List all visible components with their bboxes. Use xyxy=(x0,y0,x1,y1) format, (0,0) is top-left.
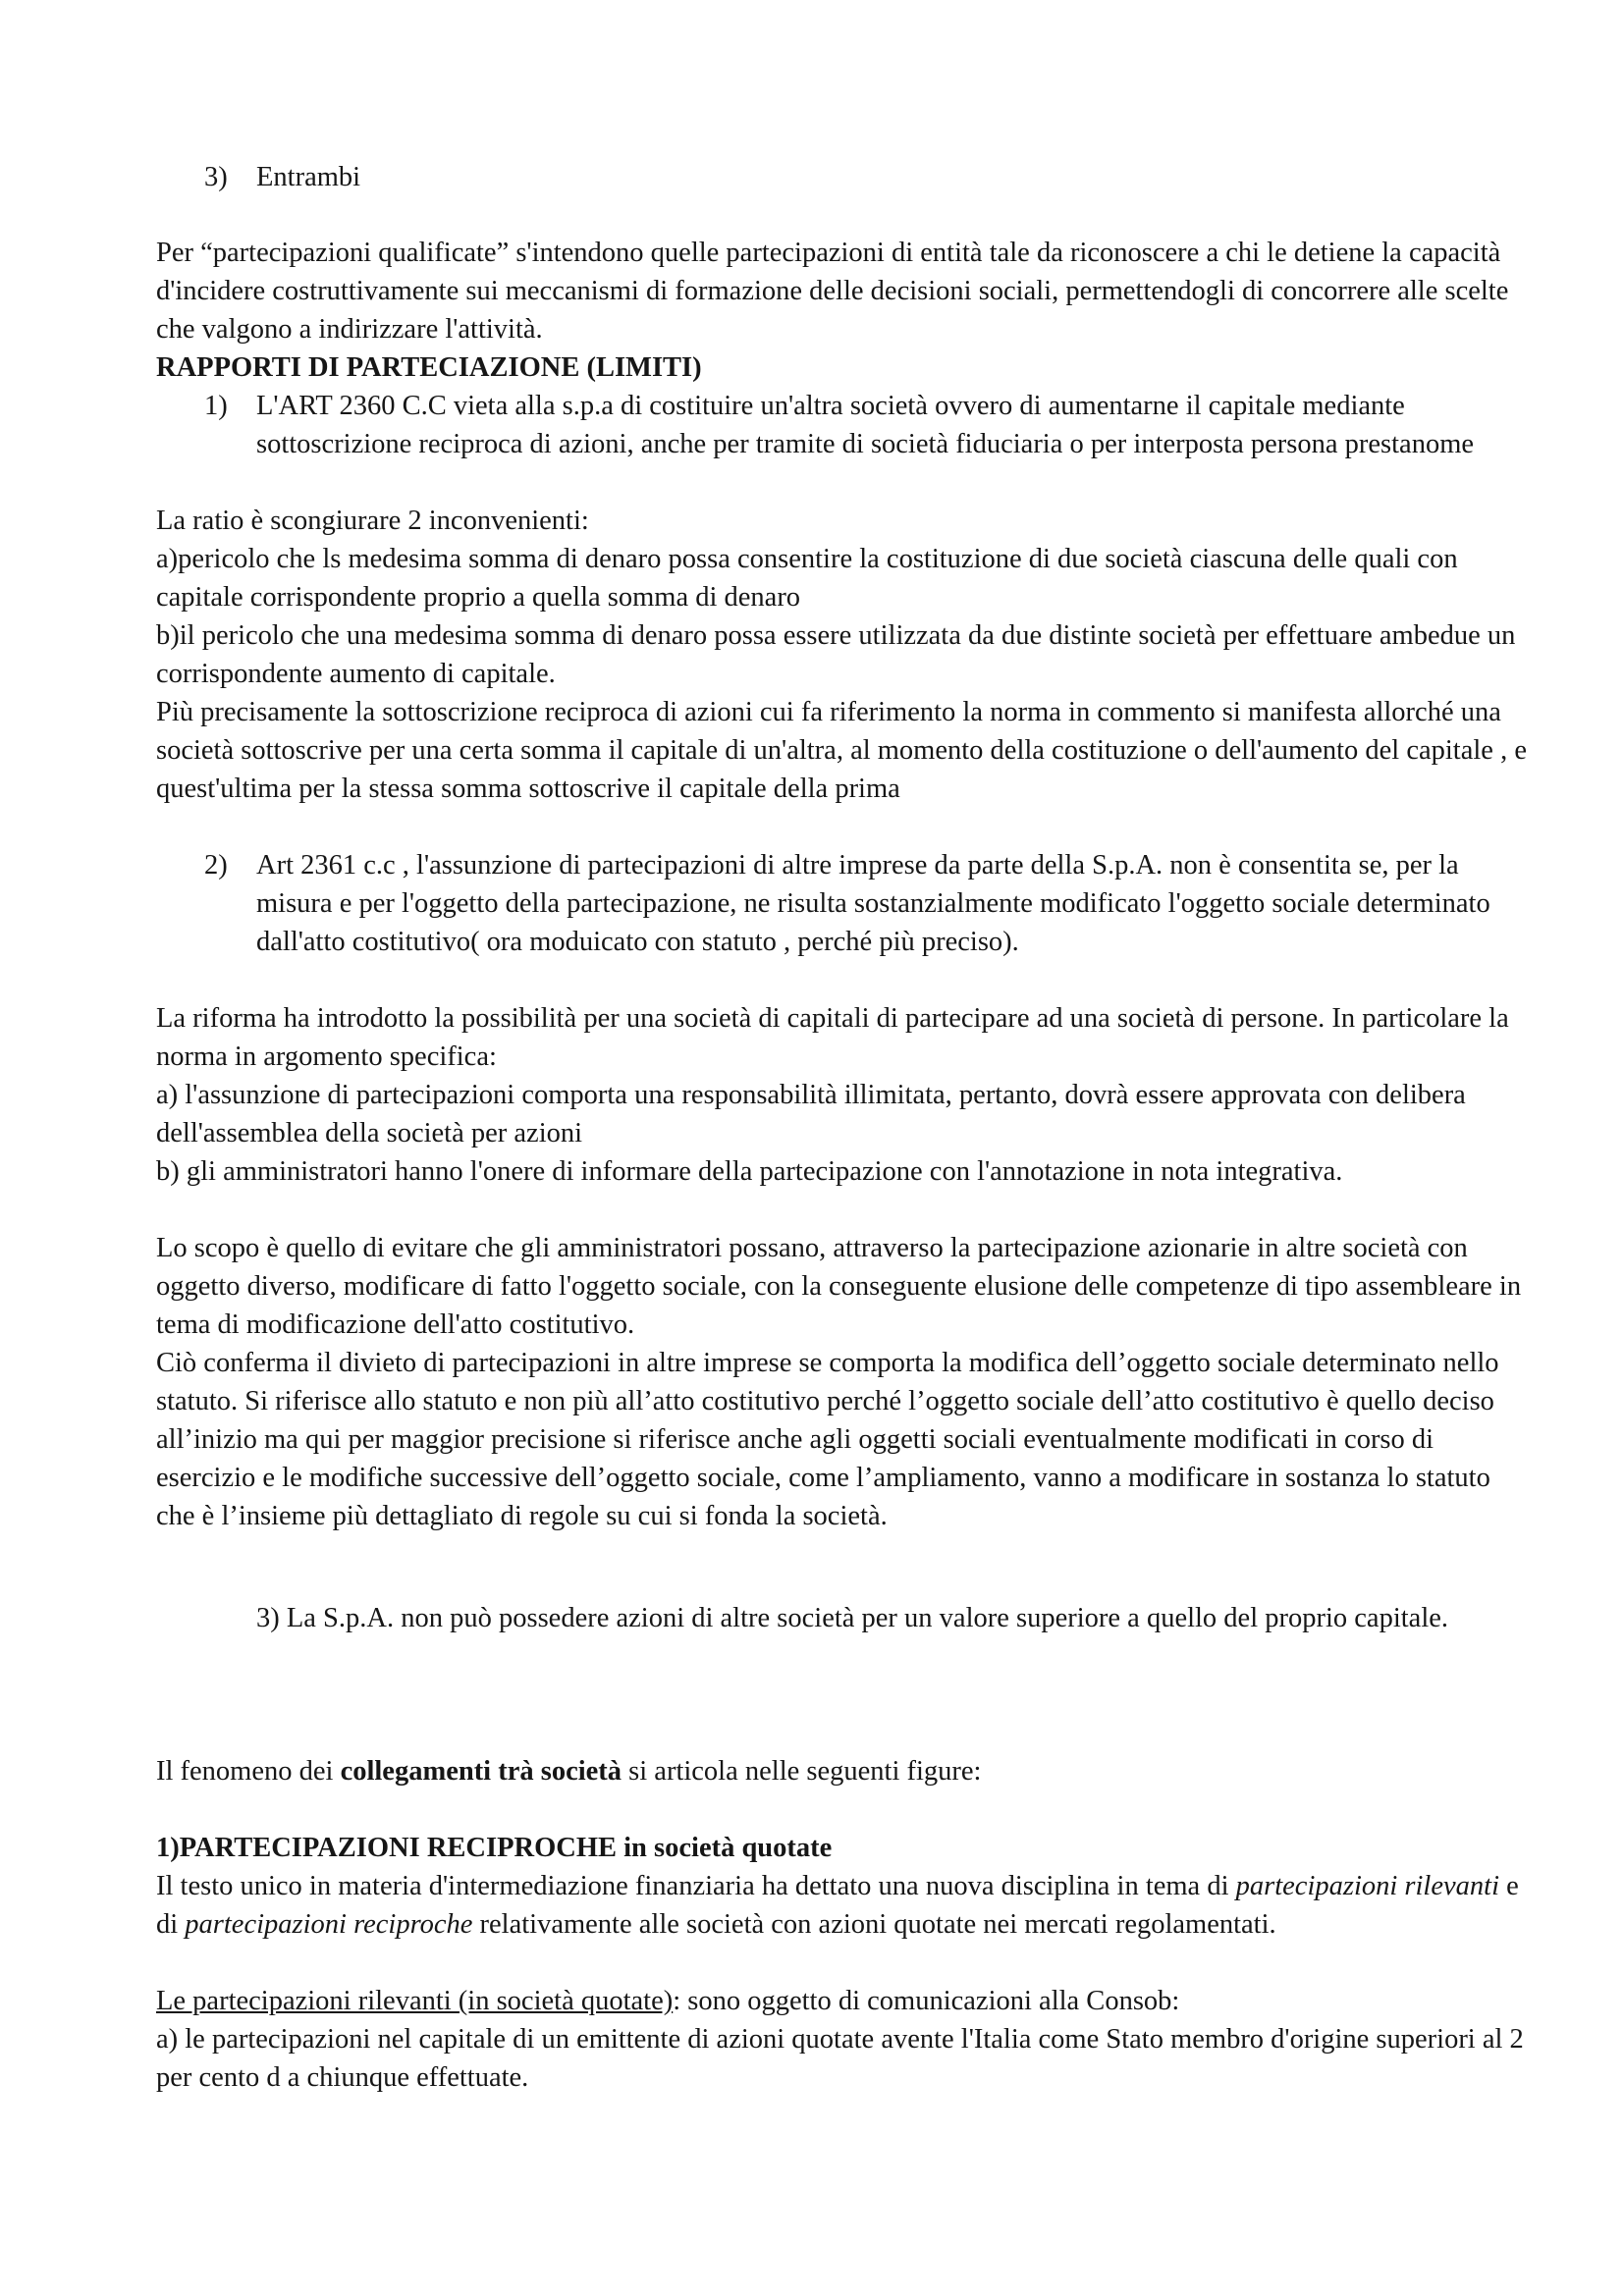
list-number: 2) xyxy=(204,850,228,881)
paragraph-fenomeno xyxy=(156,1752,1531,1790)
list-item-text: Entrambi xyxy=(256,162,361,192)
heading-reciproche: 1)PARTECIPAZIONI RECIPROCHE in società quotate xyxy=(156,1833,833,1863)
list-number: 1) xyxy=(204,391,228,421)
paragraph-testo-unico xyxy=(156,1867,1531,1944)
paragraph-riforma-b: b) gli amministratori hanno l'onere di informare della partecipazione con l'annotazione in nota integrativa. xyxy=(156,1156,1343,1187)
paragraph-ratio-b: b)il pericolo che una medesima somma di denaro possa essere utilizzata da due distinte società per effettuare ambedue un corrispondente aumento di capitale. xyxy=(156,620,1516,689)
text-run: : sono oggetto di comunicazioni alla Consob: xyxy=(673,1986,1180,2016)
paragraph-scopo: Lo scopo è quello di evitare che gli amministratori possano, attraverso la partecipazione azionarie in altre società con oggetto diverso, modificare di fatto l'oggetto sociale, con la conseguente elusione delle competenze di tipo assembleare in tema di modificazione dell'atto costitutivo. xyxy=(156,1233,1522,1340)
paragraph-ratio-intro: La ratio è scongiurare 2 inconvenienti: xyxy=(156,506,589,536)
paragraph-rilevanti xyxy=(156,1982,1531,2020)
paragraph-qualificate: Per “partecipazioni qualificate” s'intendono quelle partecipazioni di entità tale da riconoscere a chi le detiene la capacità d'incidere costruttivamente sui meccanismi di formazione delle decisioni sociali, permettendogli di concorrere alle scelte che valgono a indirizzare l'attività. xyxy=(156,238,1509,345)
list-item-text: Art 2361 c.c , l'assunzione di partecipazioni di altre imprese da parte della S.p.A. non è consentita se, per la misura e per l'oggetto della partecipazione, ne risulta sostanzialmente modificato l'oggetto sociale determinato dall'atto costitutivo( ora moduicato con statuto , perché più preciso). xyxy=(256,850,1490,957)
paragraph-ratio-a: a)pericolo che ls medesima somma di denaro possa consentire la costituzione di due società ciascuna delle quali con capitale corrispondente proprio a quella somma di denaro xyxy=(156,544,1458,613)
paragraph-riforma-a: a) l'assunzione di partecipazioni comporta una responsabilità illimitata, pertanto, dovrà essere approvata con delibera dell'assemblea della società per azioni xyxy=(156,1080,1466,1148)
text-run: Il testo unico in materia d'intermediazione finanziaria ha dettato una nuova disciplina in tema di xyxy=(156,1871,1236,1901)
text-run: relativamente alle società con azioni quotate nei mercati regolamentati. xyxy=(472,1909,1276,1940)
underlined-text: Le partecipazioni rilevanti (in società quotate) xyxy=(156,1986,674,2016)
text-run: si articola nelle seguenti figure: xyxy=(622,1756,982,1787)
paragraph-riforma: La riforma ha introdotto la possibilità per una società di capitali di partecipare ad una società di persone. In particolare la norma in argomento specifica: xyxy=(156,1003,1509,1072)
list-number: 3) xyxy=(204,162,228,192)
list-item-text: 3) La S.p.A. non può possedere azioni di altre società per un valore superiore a quello del proprio capitale. xyxy=(256,1603,1449,1633)
text-run: Il fenomeno dei xyxy=(156,1756,341,1787)
text-run: e di xyxy=(156,1871,1519,1940)
italic-text: partecipazioni rilevanti xyxy=(1235,1871,1499,1901)
italic-text: partecipazioni reciproche xyxy=(185,1909,473,1940)
paragraph-rilevanti-a: a) le partecipazioni nel capitale di un emittente di azioni quotate avente l'Italia come Stato membro d'origine superiori al 2 per cento d a chiunque effettuate. xyxy=(156,2024,1524,2093)
bold-text: collegamenti trà società xyxy=(340,1756,622,1787)
list-item-text: L'ART 2360 C.C vieta alla s.p.a di costituire un'altra società ovvero di aumentarne il capitale mediante sottoscrizione reciproca di azioni, anche per tramite di società fiduciaria o per interposta persona prestanome xyxy=(256,391,1475,459)
paragraph-conferma: Ciò conferma il divieto di partecipazioni in altre imprese se comporta la modifica dell’oggetto sociale determinato nello statuto. Si riferisce allo statuto e non più all’atto costitutivo perché l’oggetto sociale dell’atto costitutivo è quello deciso all’inizio ma qui per maggior precisione si riferisce anche agli oggetti sociali eventualmente modificati in corso di esercizio e le modifiche successive dell’oggetto sociale, come l’ampliamento, vanno a modificare in sostanza lo statuto che è l’insieme più dettagliato di regole su cui si fonda la società. xyxy=(156,1348,1499,1531)
heading-rapporti: RAPPORTI DI PARTECIAZIONE (LIMITI) xyxy=(156,352,702,383)
paragraph-precisamente: Più precisamente la sottoscrizione reciproca di azioni cui fa riferimento la norma in commento si manifesta allorché una società sottoscrive per una certa somma il capitale di un'altra, al momento della costituzione o dell'aumento del capitale , e quest'ultima per la stessa somma sottoscrive il capitale della prima xyxy=(156,697,1527,804)
